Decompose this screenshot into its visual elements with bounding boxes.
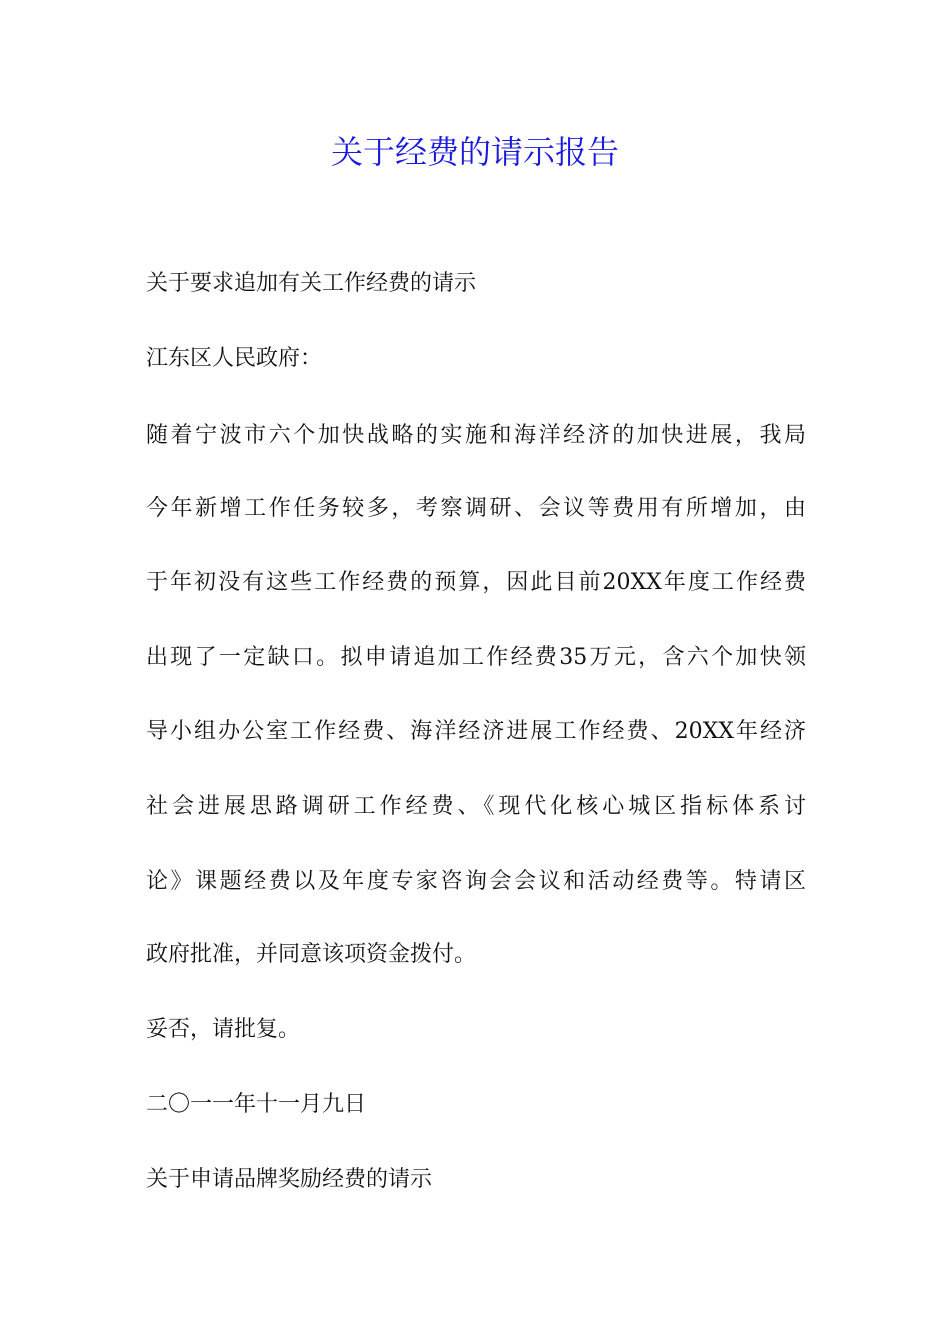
body-line: 今年新增工作任务较多，考察调研、会议等费用有所增加，由 xyxy=(146,496,806,521)
body-line: 于年初没有这些工作经费的预算，因此目前20XX年度工作经费 xyxy=(146,570,806,595)
body-line: 随着宁波市六个加快战略的实施和海洋经济的加快进展，我局 xyxy=(146,423,806,448)
document-date: 二〇一一年十一月九日 xyxy=(146,1092,367,1117)
section-heading: 关于要求追加有关工作经费的请示 xyxy=(146,271,477,296)
body-line: 社会进展思路调研工作经费、《现代化核心城区指标体系讨 xyxy=(146,794,806,819)
body-line: 政府批准，并同意该项资金拨付。 xyxy=(146,942,477,967)
closing-line: 妥否，请批复。 xyxy=(146,1017,301,1042)
body-line: 论》课题经费以及年度专家咨询会会议和活动经费等。特请区 xyxy=(146,869,806,894)
body-line: 出现了一定缺口。拟申请追加工作经费35万元，含六个加快领 xyxy=(146,645,806,670)
body-line: 导小组办公室工作经费、海洋经济进展工作经费、20XX年经济 xyxy=(146,719,806,744)
addressee: 江东区人民政府： xyxy=(146,346,323,371)
document-title: 关于经费的请示报告 xyxy=(330,133,619,171)
section-heading: 关于申请品牌奖励经费的请示 xyxy=(146,1167,433,1192)
